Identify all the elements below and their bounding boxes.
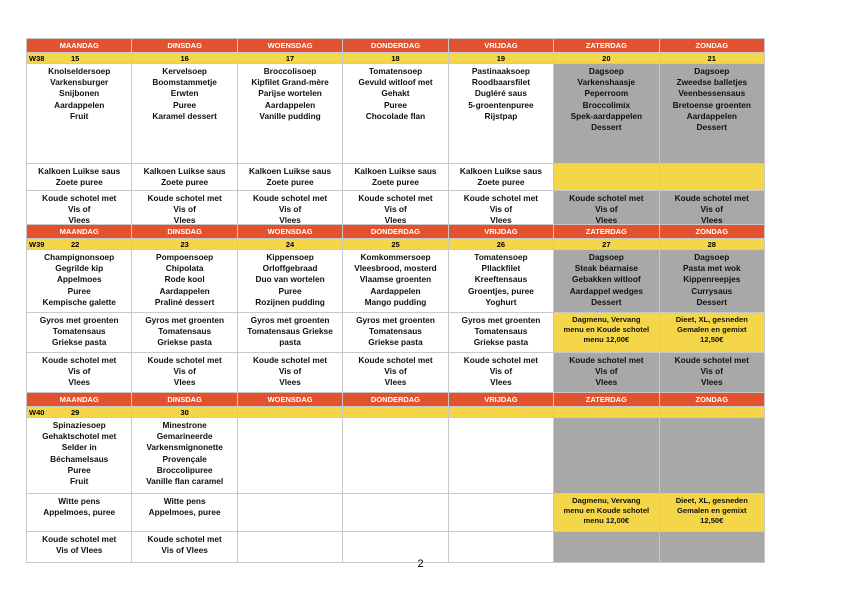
date-cell: [27, 407, 132, 418]
menu-line: Gyros met groenten: [356, 315, 435, 325]
date-number: 15: [71, 53, 80, 63]
date-number: 22: [71, 239, 80, 249]
date-cell: [449, 53, 554, 64]
menu-line: Dieet, XL, gesneden: [675, 315, 748, 324]
menu-cell: [27, 494, 132, 532]
menu-line: Spinaziesoep: [52, 420, 106, 430]
menu-line: Dessert: [696, 122, 727, 133]
menu-line: Kempische galette: [42, 296, 116, 307]
date-cell: [27, 53, 132, 64]
date-cell: [132, 407, 237, 418]
menu-line: Vanille pudding: [259, 110, 321, 121]
menu-line: Koude schotel met: [358, 193, 433, 203]
menu-line: Gyros met groenten: [145, 315, 225, 325]
menu-cell: [238, 164, 343, 191]
menu-line: Aardappel wedges: [569, 285, 643, 296]
menu-line: Puree: [278, 285, 302, 296]
menu-line: Vlaamse groenten: [359, 274, 432, 285]
menu-line: Kalkoen Luikse saus: [459, 166, 542, 176]
menu-cell: [343, 494, 448, 532]
day-header: WOENSDAG: [238, 393, 343, 407]
menu-line: Koude schotel met: [252, 355, 328, 365]
menu-line: Vlees: [595, 377, 618, 388]
menu-line: Vanille flan caramel: [146, 476, 224, 487]
menu-line: Vis of Vlees: [161, 545, 208, 556]
menu-line: Vis of: [278, 366, 302, 377]
menu-cell: [343, 164, 448, 191]
menu-line: Pastinaaksoep: [471, 66, 530, 76]
menu-line: Gemalen en gemixt: [676, 506, 747, 515]
day-header: MAANDAG: [27, 39, 132, 53]
menu-line: Vlees: [173, 215, 196, 225]
menu-line: Aardappelen: [264, 99, 316, 110]
menu-line: Vis of: [384, 366, 407, 377]
menu-line: Witte pens: [163, 496, 206, 506]
menu-line: Vleesbrood, mosterd: [354, 263, 437, 274]
menu-line: menu 12,00€: [583, 335, 630, 344]
menu-line: Gyros met groenten: [39, 315, 119, 325]
menu-cell: [238, 353, 343, 393]
menu-line: Puree: [383, 99, 408, 110]
menu-line: Zoete puree: [161, 177, 209, 188]
menu-cell: [660, 353, 765, 393]
menu-cell: [554, 64, 659, 164]
menu-line: Minestrone: [162, 420, 207, 430]
menu-line: Aardappelen: [370, 285, 421, 296]
menu-line: Steak béarnaise: [574, 263, 638, 274]
menu-cell: [132, 313, 237, 353]
menu-line: Currysaus: [691, 285, 733, 296]
date-number: 28: [707, 239, 716, 249]
menu-cell: [449, 164, 554, 191]
menu-cell: [554, 353, 659, 393]
menu-line: Koude schotel met: [358, 355, 433, 365]
menu-cell: [27, 353, 132, 393]
day-header: ZATERDAG: [554, 225, 659, 239]
menu-line: Griekse pasta: [157, 337, 212, 348]
menu-line: Koude schotel met: [147, 193, 222, 203]
menu-cell: [238, 191, 343, 225]
menu-cell: [449, 191, 554, 225]
day-header: ZATERDAG: [554, 393, 659, 407]
menu-cell: [449, 353, 554, 393]
menu-cell: [132, 164, 237, 191]
menu-cell: [132, 191, 237, 225]
menu-line: Griekse pasta: [473, 337, 529, 348]
menu-line: Mango pudding: [364, 296, 427, 307]
menu-line: Duo van wortelen: [255, 274, 325, 285]
day-header: DONDERDAG: [343, 39, 448, 53]
menu-line: Selder in: [61, 442, 97, 453]
menu-line: Koude schotel met: [42, 534, 117, 544]
menu-cell: [343, 191, 448, 225]
menu-line: Chocolade flan: [365, 110, 426, 121]
menu-line: Aardappelen: [54, 99, 105, 110]
date-cell: [554, 407, 659, 418]
menu-line: 5-groentenpuree: [468, 99, 534, 110]
menu-line: Gebakken witloof: [572, 274, 641, 285]
menu-line: Dagmenu, Vervang: [572, 315, 641, 324]
menu-cell: [132, 64, 237, 164]
menu-line: Broccolisoep: [263, 66, 317, 76]
menu-line: Koude schotel met: [42, 193, 117, 203]
menu-cell: [660, 494, 765, 532]
menu-line: Koude schotel met: [569, 193, 644, 203]
menu-line: Vlees: [490, 377, 512, 388]
menu-cell: [238, 494, 343, 532]
menu-line: Koude schotel met: [463, 193, 539, 203]
day-header: DINSDAG: [132, 225, 237, 239]
menu-line: Spek-aardappelen: [570, 110, 643, 121]
menu-line: Pasta met wok: [682, 263, 741, 274]
menu-line: Vlees: [595, 215, 618, 225]
date-cell: [132, 239, 237, 250]
menu-line: Kalkoen Luikse saus: [143, 166, 226, 176]
menu-line: Komkommersoep: [360, 252, 431, 262]
menu-line: 12,50€: [700, 516, 724, 525]
menu-line: Rozijnen pudding: [255, 296, 325, 307]
menu-line: Provençale: [162, 453, 207, 464]
menu-cell: [554, 191, 659, 225]
day-header: ZATERDAG: [554, 39, 659, 53]
menu-line: Fruit: [69, 476, 89, 487]
menu-line: Bretoense groenten: [672, 99, 751, 110]
menu-cell: [660, 191, 765, 225]
day-header: WOENSDAG: [238, 39, 343, 53]
date-cell: [238, 407, 343, 418]
menu-line: Chipolata: [165, 263, 204, 274]
menu-line: Vlees: [384, 377, 407, 388]
menu-cell: [660, 64, 765, 164]
menu-line: Varkensburger: [50, 77, 109, 88]
menu-line: Gevuld witloof met: [358, 77, 433, 88]
menu-line: Kipfilet Grand-mère: [251, 77, 329, 88]
menu-line: Koude schotel met: [569, 355, 644, 365]
menu-line: Kervelsoep: [162, 66, 207, 76]
menu-line: Tomatensoep: [368, 66, 423, 76]
menu-cell: [554, 164, 659, 191]
menu-line: Vis of: [384, 204, 407, 215]
week-label: W39: [29, 240, 45, 249]
menu-line: Vis of: [489, 204, 513, 215]
menu-line: menu en Koude schotel: [563, 325, 650, 334]
menu-cell: [132, 494, 237, 532]
menu-line: Zoete puree: [477, 177, 525, 188]
menu-line: Appelmoes, puree: [43, 507, 116, 518]
day-header: WOENSDAG: [238, 225, 343, 239]
menu-line: Dagmenu, Vervang: [572, 496, 641, 505]
date-number: 16: [180, 53, 189, 63]
menu-line: Kalkoen Luikse saus: [354, 166, 437, 176]
menu-line: Vis of: [700, 204, 723, 215]
day-header: MAANDAG: [27, 225, 132, 239]
date-number: 24: [285, 239, 295, 249]
day-header: ZONDAG: [660, 39, 765, 53]
day-header: DINSDAG: [132, 39, 237, 53]
date-cell: [449, 407, 554, 418]
menu-line: Fruit: [69, 110, 89, 121]
menu-cell: [238, 313, 343, 353]
menu-cell: [343, 313, 448, 353]
menu-cell: [449, 64, 554, 164]
menu-line: Zweedse balletjes: [676, 77, 748, 88]
menu-line: Gegrilde kip: [55, 263, 104, 274]
day-header: MAANDAG: [27, 393, 132, 407]
day-header: DONDERDAG: [343, 393, 448, 407]
menu-line: Koude schotel met: [674, 355, 749, 365]
menu-line: Broccolipuree: [156, 464, 213, 475]
menu-line: Koude schotel met: [147, 534, 222, 544]
menu-line: Vis of: [278, 204, 302, 215]
menu-cell: [132, 250, 237, 313]
menu-line: Zoete puree: [266, 177, 314, 188]
date-number: 29: [71, 407, 80, 417]
date-cell: [343, 53, 448, 64]
menu-line: Appelmoes, puree: [148, 507, 221, 518]
day-header: ZONDAG: [660, 393, 765, 407]
menu-line: Griekse pasta: [51, 337, 107, 348]
menu-line: Boomstammetje: [152, 77, 217, 88]
menu-line: Aardappelen: [159, 285, 210, 296]
menu-cell: [27, 418, 132, 494]
menu-line: Veenbessensaus: [678, 88, 746, 99]
menu-line: Snijbonen: [59, 88, 100, 99]
menu-cell: [554, 418, 659, 494]
day-header: VRIJDAG: [449, 39, 554, 53]
date-number: 23: [180, 239, 189, 249]
date-cell: [27, 239, 132, 250]
date-number: 21: [707, 53, 716, 63]
menu-line: Koude schotel met: [252, 193, 328, 203]
date-number: 25: [391, 239, 400, 249]
menu-cell: [27, 191, 132, 225]
menu-line: Dagsoep: [694, 66, 730, 76]
menu-line: Vis of: [489, 366, 513, 377]
menu-line: Koude schotel met: [463, 355, 539, 365]
menu-cell: [660, 418, 765, 494]
menu-line: Zoete puree: [55, 177, 103, 188]
menu-line: Kalkoen Luikse saus: [249, 166, 332, 176]
menu-line: Dagsoep: [694, 252, 730, 262]
menu-cell: [132, 353, 237, 393]
menu-line: Tomatensaus Griekse: [247, 326, 333, 337]
menu-line: Koude schotel met: [42, 355, 117, 365]
date-cell: [554, 239, 659, 250]
menu-cell: [132, 418, 237, 494]
menu-cell: [343, 353, 448, 393]
menu-cell: [238, 250, 343, 313]
date-number: 18: [391, 53, 400, 63]
menu-cell: [238, 418, 343, 494]
menu-line: Béchamelsaus: [50, 453, 109, 464]
menu-line: Tomatensaus: [474, 326, 528, 337]
menu-line: Vlees: [279, 215, 301, 225]
menu-line: menu 12,00€: [583, 516, 630, 525]
menu-line: Vis of: [173, 366, 196, 377]
menu-line: Puree: [173, 99, 197, 110]
date-number: 30: [180, 407, 189, 417]
menu-line: pasta: [279, 337, 301, 348]
week-label: W40: [29, 408, 45, 417]
menu-line: Vis of: [67, 366, 91, 377]
menu-line: Vis of: [700, 366, 723, 377]
date-cell: [660, 53, 765, 64]
menu-line: Gehaktschotel met: [42, 431, 117, 442]
menu-line: Tomatensaus: [158, 326, 212, 337]
menu-line: Appelmoes: [56, 274, 102, 285]
menu-cell: [449, 418, 554, 494]
menu-line: Gehakt: [381, 88, 410, 99]
menu-line: Dieet, XL, gesneden: [675, 496, 748, 505]
menu-line: Vlees: [700, 215, 723, 225]
menu-line: Gemalen en gemixt: [676, 325, 747, 334]
date-cell: [343, 239, 448, 250]
menu-line: Varkenshaasje: [577, 77, 636, 88]
menu-line: Vlees: [700, 377, 723, 388]
menu-line: Roodbaarsfilet: [471, 77, 530, 88]
date-cell: [554, 53, 659, 64]
menu-line: Groentjes, puree: [467, 285, 534, 296]
menu-cell: [27, 64, 132, 164]
menu-line: Gyros met groenten: [461, 315, 541, 325]
menu-cell: [554, 313, 659, 353]
date-cell: [660, 407, 765, 418]
menu-line: Vlees: [384, 215, 407, 225]
menu-cell: [27, 164, 132, 191]
menu-line: Vlees: [490, 215, 512, 225]
menu-line: Pompoensoep: [156, 252, 214, 262]
menu-line: Dessert: [591, 296, 622, 307]
date-number: 17: [285, 53, 295, 63]
day-header: VRIJDAG: [449, 225, 554, 239]
menu-line: Zoete puree: [371, 177, 419, 188]
date-cell: [660, 239, 765, 250]
menu-line: Puree: [67, 464, 91, 475]
menu-line: Dugléré saus: [474, 88, 527, 99]
menu-line: Vlees: [68, 215, 91, 225]
day-header: ZONDAG: [660, 225, 765, 239]
menu-cell: [27, 250, 132, 313]
menu-line: Puree: [67, 285, 91, 296]
menu-line: Varkensmignonette: [146, 442, 223, 453]
date-number: 27: [602, 239, 611, 249]
menu-line: Tomatensoep: [474, 252, 528, 262]
menu-cell: [343, 250, 448, 313]
date-cell: [132, 53, 237, 64]
menu-line: Parijse wortelen: [258, 88, 322, 99]
menu-line: Dessert: [591, 122, 622, 133]
menu-cell: [554, 494, 659, 532]
menu-line: Vis of: [67, 204, 91, 215]
menu-line: Vis of Vlees: [55, 545, 103, 556]
menu-line: Witte pens: [58, 496, 101, 506]
page-number: 2: [417, 558, 424, 570]
menu-cell: [449, 250, 554, 313]
menu-line: Vis of: [595, 204, 618, 215]
menu-line: Gemarineerde: [156, 431, 213, 442]
menu-line: Champignonsoep: [44, 252, 115, 262]
menu-cell: [343, 418, 448, 494]
menu-line: Griekse pasta: [368, 337, 423, 348]
menu-line: Vis of: [173, 204, 196, 215]
menu-line: Kippensoep: [266, 252, 314, 262]
date-cell: [238, 239, 343, 250]
menu-line: Rijstpap: [484, 110, 518, 121]
date-number: 20: [602, 53, 611, 63]
menu-line: Aardappelen: [686, 110, 737, 121]
menu-line: Koude schotel met: [674, 193, 749, 203]
menu-line: Kippenreepjes: [683, 274, 741, 285]
menu-cell: [660, 250, 765, 313]
menu-line: Tomatensaus: [369, 326, 422, 337]
menu-line: Dagsoep: [588, 252, 624, 262]
menu-line: menu en Koude schotel: [563, 506, 650, 515]
menu-line: Praliné dessert: [154, 296, 215, 307]
menu-line: Broccolimix: [582, 99, 631, 110]
menu-cell: [27, 313, 132, 353]
menu-line: 12,50€: [700, 335, 724, 344]
menu-line: Pllackfilet: [481, 263, 521, 274]
menu-cell: [343, 64, 448, 164]
menu-calendar-grid: [26, 38, 765, 563]
menu-line: Vis of: [595, 366, 618, 377]
menu-line: Karamel dessert: [152, 110, 217, 121]
date-cell: [449, 239, 554, 250]
menu-line: Dagsoep: [588, 66, 624, 76]
menu-line: Vlees: [173, 377, 196, 388]
day-header: DINSDAG: [132, 393, 237, 407]
menu-line: Tomatensaus: [52, 326, 106, 337]
menu-line: Vlees: [68, 377, 91, 388]
menu-line: Knolseldersoep: [48, 66, 111, 76]
menu-cell: [449, 494, 554, 532]
menu-line: Vlees: [279, 377, 301, 388]
week-label: W38: [29, 54, 45, 63]
menu-cell: [554, 250, 659, 313]
date-number: 26: [496, 239, 506, 249]
day-header: VRIJDAG: [449, 393, 554, 407]
day-header: DONDERDAG: [343, 225, 448, 239]
menu-line: Yoghurt: [485, 296, 517, 307]
menu-cell: [449, 313, 554, 353]
menu-cell: [238, 64, 343, 164]
menu-cell: [660, 313, 765, 353]
menu-line: Orloffgebraad: [262, 263, 318, 274]
menu-line: Erwten: [170, 88, 199, 99]
menu-line: Dessert: [696, 296, 727, 307]
date-number: 19: [496, 53, 506, 63]
menu-line: Koude schotel met: [147, 355, 222, 365]
menu-line: Kreeftensaus: [474, 274, 528, 285]
menu-line: Gyros met groenten: [250, 315, 330, 325]
menu-line: Rode kool: [164, 274, 205, 285]
date-cell: [238, 53, 343, 64]
menu-cell: [660, 164, 765, 191]
menu-line: Kalkoen Luikse saus: [38, 166, 121, 176]
date-cell: [343, 407, 448, 418]
menu-line: Peperroom: [584, 88, 629, 99]
